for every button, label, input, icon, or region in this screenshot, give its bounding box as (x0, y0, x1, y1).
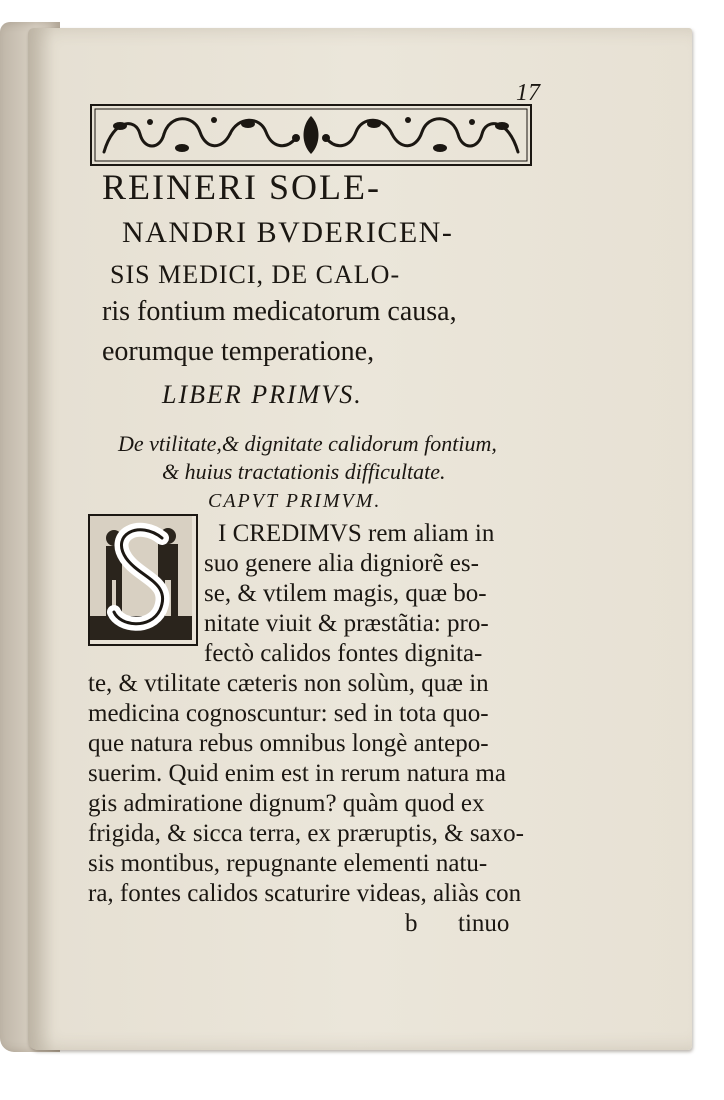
body-line-6: te, & vtilitate cæteris non solùm, quæ in (88, 670, 489, 697)
title-line-3: SIS MEDICI, DE CALO- (110, 260, 401, 289)
body-line-10: gis admiratione dignum? quàm quod ex (88, 790, 485, 817)
body-line-2: suo genere alia digniorẽ es- (204, 550, 479, 577)
body-line-1: I CREDIMVS rem aliam in (218, 520, 495, 547)
signature-mark: b (405, 910, 418, 937)
chapter-subtitle-line-2: & huius tractationis difficultate. (162, 459, 446, 484)
title-line-2: NANDRI BVDERICEN- (122, 216, 454, 249)
title-line-1: REINERI SOLE- (102, 167, 381, 207)
body-line-8: que natura rebus omnibus longè antepo- (88, 730, 489, 757)
page-number: 17 (516, 80, 540, 106)
catchword: tinuo (458, 910, 510, 937)
title-line-5: eorumque temperatione, (102, 336, 375, 367)
body-line-3: se, & vtilem magis, quæ bo- (204, 580, 487, 607)
body-line-12: sis montibus, repugnante elementi natu- (88, 850, 488, 877)
body-line-4: nitate viuit & præstãtia: pro- (204, 610, 489, 637)
body-line-7: medicina cognoscuntur: sed in tota quo- (88, 700, 489, 727)
body-line-13: ra, fontes calidos scaturire videas, aliàs con (88, 880, 522, 907)
ornamental-headpiece (90, 104, 532, 166)
chapter-subtitle-line-1: De vtilitate,& dignitate calidorum fontium, (118, 431, 497, 456)
book-heading: LIBER PRIMVS. (162, 380, 363, 409)
book-page (28, 28, 692, 1050)
body-line-9: suerim. Quid enim est in rerum natura ma (88, 760, 506, 787)
body-line-5: fectò calidos fontes dignita- (204, 640, 483, 667)
chapter-heading: CAPVT PRIMVM. (208, 490, 382, 512)
body-line-11: frigida, & sicca terra, ex præruptis, & saxo- (88, 820, 524, 847)
decorated-initial-s (88, 514, 198, 646)
title-line-4: ris fontium medicatorum causa, (102, 296, 457, 327)
